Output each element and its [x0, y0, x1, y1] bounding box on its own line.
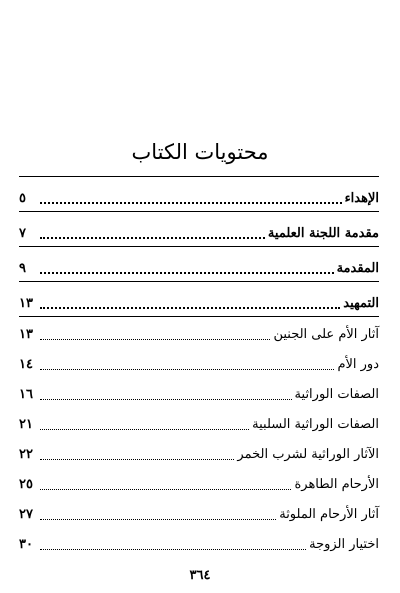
toc-entry-page: ٢٢ [19, 447, 33, 462]
toc-entry-label: مقدمة اللجنة العلمية [267, 226, 379, 241]
toc-subentry [19, 377, 379, 407]
toc-entry [19, 247, 379, 282]
leader-dots [40, 201, 342, 204]
toc-subentry [19, 437, 379, 467]
toc-entry-label: آثار الأم على الجنين [273, 327, 379, 342]
leader-dots [40, 338, 270, 340]
leader-dots [40, 488, 291, 490]
toc-subentry [19, 407, 379, 437]
leader-dots [40, 368, 334, 370]
toc-entry [19, 282, 379, 317]
toc-entry-label: اختيار الزوجة [309, 537, 379, 552]
toc-entry-page: ٢٥ [19, 477, 33, 492]
toc-entry-label: التمهيد [343, 296, 379, 311]
toc-entry-label: دور الأم [337, 357, 379, 372]
toc-entry-page: ٢٧ [19, 507, 33, 522]
toc-subentry [19, 497, 379, 527]
toc-entry-label: آثار الأرحام الملوثة [279, 507, 379, 522]
toc-subentry [19, 317, 379, 347]
toc-subentry [19, 347, 379, 377]
leader-dots [40, 271, 334, 274]
toc-entry-label: الآثار الوراثية لشرب الخمر [237, 447, 379, 462]
toc-entry-label: الإهداء [344, 191, 379, 206]
leader-dots [40, 518, 276, 520]
leader-dots [40, 458, 234, 460]
toc-entry [19, 212, 379, 247]
toc-entry-page: ٧ [19, 226, 26, 241]
page-title: محتويات الكتاب [131, 140, 269, 164]
leader-dots [40, 398, 292, 400]
toc-entry [19, 177, 379, 212]
toc-entry-page: ١٤ [19, 357, 33, 372]
leader-dots [40, 306, 340, 309]
table-of-contents [19, 176, 379, 557]
toc-entry-page: ١٣ [19, 296, 33, 311]
toc-subentry [19, 467, 379, 497]
leader-dots [40, 236, 265, 239]
toc-entry-page: ٩ [19, 261, 26, 276]
toc-entry-label: المقدمة [336, 261, 379, 276]
toc-entry-page: ١٦ [19, 387, 33, 402]
toc-entry-page: ٣٠ [19, 537, 33, 552]
toc-entry-label: الأرحام الطاهرة [294, 477, 379, 492]
toc-entry-label: الصفات الوراثية السلبية [252, 417, 379, 432]
toc-entry-label: الصفات الوراثية [294, 387, 379, 402]
leader-dots [40, 548, 306, 550]
toc-subentry [19, 527, 379, 557]
toc-entry-page: ٥ [19, 191, 26, 206]
leader-dots [40, 428, 249, 430]
page-number: ٣٦٤ [189, 568, 211, 583]
toc-entry-page: ١٣ [19, 327, 33, 342]
toc-entry-page: ٢١ [19, 417, 33, 432]
